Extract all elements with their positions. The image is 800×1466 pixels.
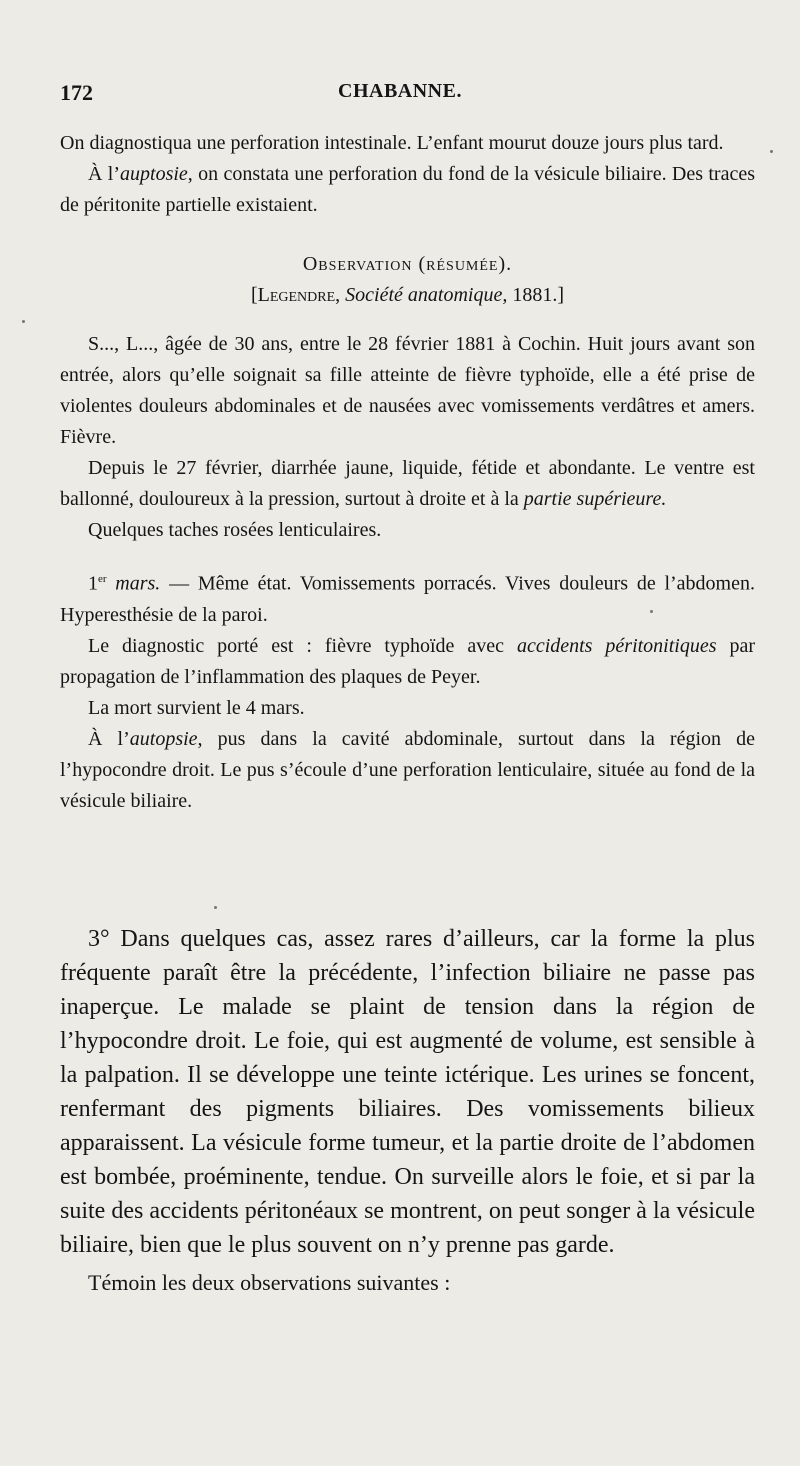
intro-paragraph-2 (60, 159, 755, 221)
intro-text-end: , on constata une perforation du fond de la vésicule biliaire. Des traces de péritonite partielle existaient. (60, 163, 756, 216)
page-header (60, 80, 740, 114)
observation-paragraph-4 (60, 564, 755, 631)
observation-paragraph-7 (60, 724, 755, 817)
ref-year: 1881.] (507, 284, 565, 306)
observation-paragraph-3: Quelques taches rosées lenticulaires. (88, 519, 382, 541)
date-superscript: er (98, 573, 107, 585)
obs-p4-text: — Même état. Vomissements porracés. Vives douleurs de l’abdomen. Hyperesthésie de la paroi. (60, 572, 755, 626)
ref-separator: , (335, 284, 346, 306)
scan-speck (650, 610, 653, 613)
ref-journal: Société anatomique, (345, 284, 508, 306)
obs-p5-text-end: par propagation de l’inflammation des plaques de Peyer. (60, 634, 755, 688)
date-month: mars. (106, 572, 161, 595)
intro-text: À l’ (88, 163, 121, 185)
running-title: CHABANNE. (338, 80, 462, 102)
observation-title: Observation (résumée). (302, 253, 513, 275)
scan-speck (22, 320, 25, 323)
section-3-block (60, 922, 755, 1300)
observation-paragraph-5 (60, 631, 755, 693)
observation-paragraph-6: La mort survient le 4 mars. (88, 696, 305, 719)
obs-p5-text: Le diagnostic porté est : fièvre typhoïde avec (88, 634, 517, 657)
scan-speck (770, 150, 773, 153)
scan-speck (214, 906, 217, 909)
section-3-paragraph-1: 3° Dans quelques cas, assez rares d’ailleurs, car la forme la plus fréquente paraît être la précédente, l’infection biliaire ne passe pas inaperçue. Le malade se plaint de tension dans la région de l’hypocondre droit. Le foie, qui est augmenté de volume, est sensible à la palpation. Il se développe une teinte ictérique. Les urines se foncent, renfermant des pigments biliaires. Des vomissements bilieux apparaissent. La vésicule forme tumeur, et la partie droite de l’abdomen est bombée, proéminente, tendue. On surveille alors le foie, et si par la suite des accidents péritonéaux se montrent, on peut songer à la vésicule biliaire, bien que le plus souvent on n’y prenne pas garde. (60, 926, 755, 1258)
obs-p5-italic: accidents péritonitiques (516, 634, 717, 657)
intro-italic: auptosie (120, 163, 188, 185)
obs-p7-text-end: , pus dans la cavité abdominale, surtout dans la région de l’hypocondre droit. Le pus s’écoule d’une perforation lenticulaire, située au fond de la vésicule biliaire. (60, 727, 755, 812)
page-number: 172 (60, 80, 93, 105)
section-3-paragraph-2: Témoin les deux observations suivantes : (88, 1270, 451, 1295)
obs-p7-italic: autopsie (129, 727, 198, 750)
date-day: 1 (88, 572, 98, 595)
observation-block (60, 128, 755, 817)
observation-paragraph-1: S..., L..., âgée de 30 ans, entre le 28 février 1881 à Cochin. Huit jours avant son entrée, alors qu’elle soignait sa fille atteinte de fièvre typhoïde, elle a été prise de violentes douleurs abdominales et de nausées avec vomissements verdâtres et amers. Fièvre. (60, 333, 755, 448)
obs-p2-italic: partie supérieure. (523, 488, 667, 510)
ref-author: Legendre (257, 284, 336, 306)
obs-p2-text: Depuis le 27 février, diarrhée jaune, liquide, fétide et abondante. Le ventre est ballonné, douloureux à la pression, surtout à droite et à la (60, 457, 755, 510)
observation-paragraph-2 (60, 453, 755, 515)
obs-p7-text: À l’ (88, 727, 130, 750)
intro-paragraph-1: On diagnostiqua une perforation intestinale. L’enfant mourut douze jours plus tard. (60, 132, 724, 154)
ref-bracket: [ (250, 284, 258, 306)
observation-reference (60, 280, 755, 311)
